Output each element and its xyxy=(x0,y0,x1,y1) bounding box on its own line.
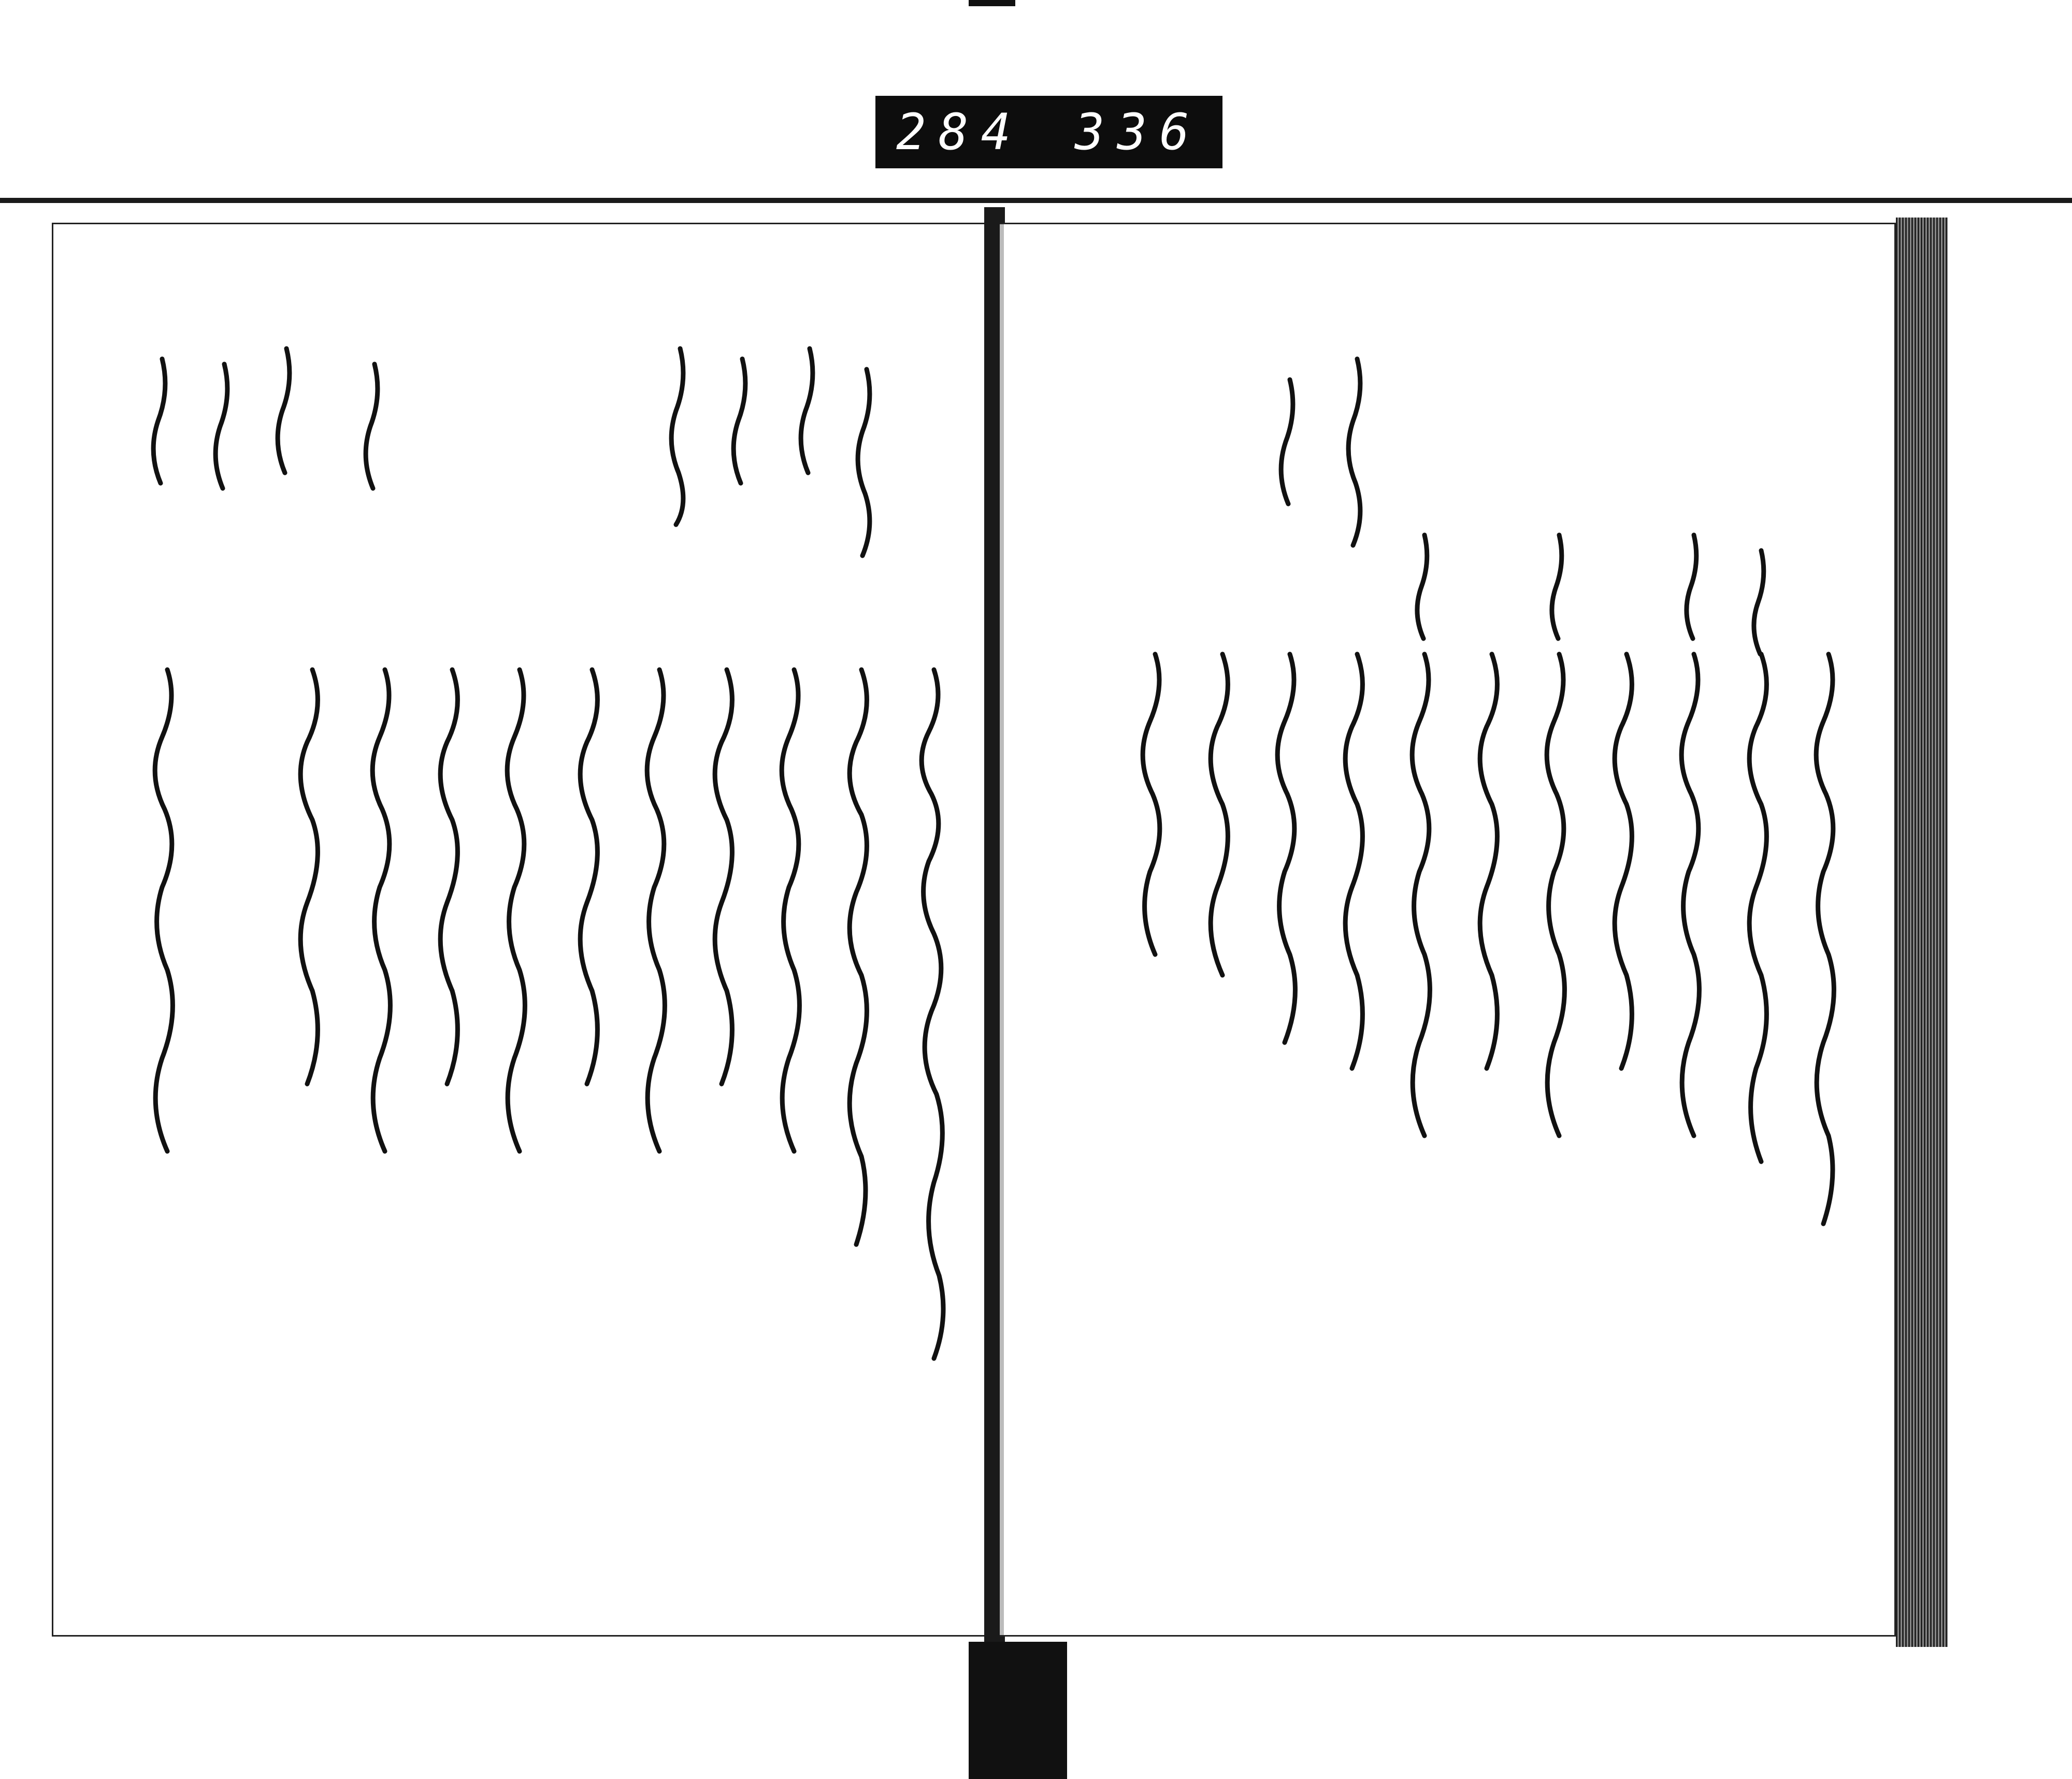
right-page xyxy=(1000,223,1896,1637)
left-page xyxy=(52,223,995,1637)
archive-number-label xyxy=(875,96,1222,168)
spine-tab-bottom xyxy=(969,1642,1067,1779)
fore-edge-pages xyxy=(1896,218,1948,1647)
label-left-number: 284 xyxy=(896,103,1024,161)
label-right-number: 336 xyxy=(1074,103,1202,161)
open-book xyxy=(52,207,1958,1657)
page-top-edge xyxy=(0,198,2072,203)
spine-tab-top xyxy=(969,0,1015,6)
right-page-manuscript-strokes xyxy=(1000,224,1891,1633)
left-page-manuscript-strokes xyxy=(53,224,986,1633)
